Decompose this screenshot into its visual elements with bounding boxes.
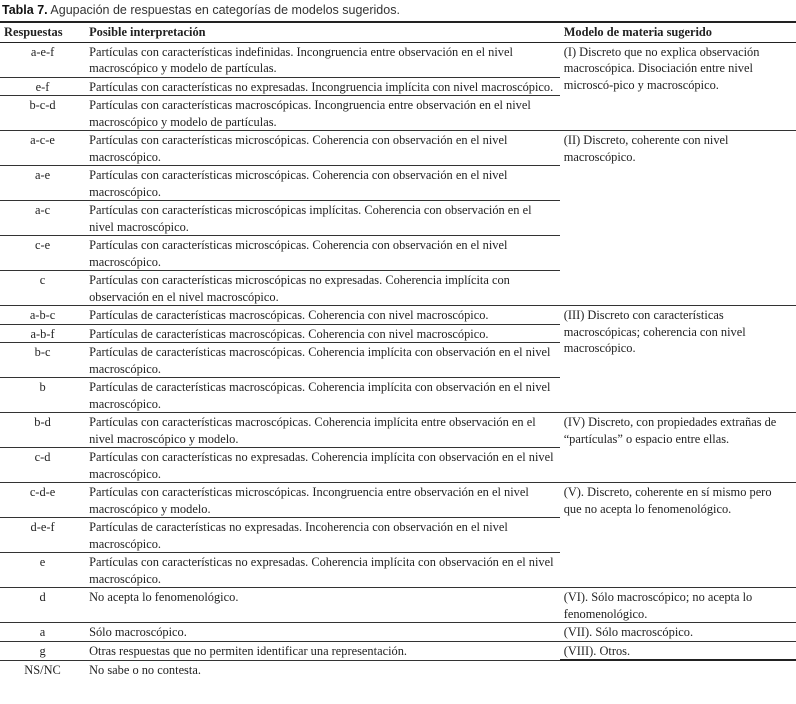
response-code: a-b-c [0,306,85,325]
response-code: c [0,271,85,306]
table-row [0,483,796,518]
interpretation: Partículas con características microscópicas. Coherencia con observación en el nivel macroscópico. [85,131,560,166]
interpretation: Otras respuestas que no permiten identificar una representación. [85,641,560,660]
response-code: b-d [0,413,85,448]
response-code: a-c-e [0,131,85,166]
table-caption [0,0,796,21]
header-respuestas: Respuestas [0,22,85,42]
response-code: e-f [0,77,85,96]
caption-text: Agupación de respuestas en categorías de modelos sugeridos. [47,3,400,17]
interpretation: Partículas con características microscópicas implícitas. Coherencia con observación en el nivel macroscópico. [85,201,560,236]
suggested-model: (VII). Sólo macroscópico. [560,623,796,642]
interpretation: Partículas con características no expresadas. Coherencia implícita con observación en el nivel macroscópico. [85,553,560,588]
table-row [0,131,796,166]
interpretation: No sabe o no contesta. [89,662,201,677]
table-row [0,413,796,448]
table-row [0,641,796,660]
interpretation: Partículas con características microscópicas. Incongruencia entre observación en el nivel macroscópico y modelo. [85,483,560,518]
response-code: g [0,641,85,660]
response-code: d [0,588,85,623]
table-row [0,623,796,642]
interpretation: Partículas con características macroscópicas. Incongruencia entre observación en el nivel macroscópico y modelo de partículas. [85,96,560,131]
interpretation: Partículas con características microscópicas. Coherencia con observación en el nivel macroscópico. [85,166,560,201]
suggested-model: (V). Discreto, coherente en sí mismo pero que no acepta lo fenomenológico. [560,483,796,588]
response-code: a-c [0,201,85,236]
response-code: c-d [0,448,85,483]
interpretation: Partículas con características microscópicas no expresadas. Coherencia implícita con observación en el nivel macroscópico. [85,271,560,306]
empty-cell [560,660,796,678]
suggested-model: (IV) Discreto, con propiedades extrañas de “partículas” o espacio entre ellas. [560,413,796,483]
interpretation: Sólo macroscópico. [85,623,560,642]
interpretation: Partículas de características no expresadas. Incoherencia con observación en el nivel macroscópico. [85,518,560,553]
interpretation: No acepta lo fenomenológico. [85,588,560,623]
response-code: a [0,623,85,642]
interpretation: Partículas con características microscópicas. Coherencia con observación en el nivel macroscópico. [85,236,560,271]
response-code: a-b-f [0,324,85,343]
interpretation: Partículas con características indefinidas. Incongruencia entre observación en el nivel macroscópico y modelo de partículas. [85,42,560,77]
header-modelo: Modelo de materia sugerido [560,22,796,42]
response-code: NS/NC [24,662,61,677]
response-code: c-d-e [0,483,85,518]
interpretation: Partículas con características macroscópicas. Coherencia implícita entre observación en el nivel macroscópico y modelo. [85,413,560,448]
interpretation: Partículas de características macroscópicas. Coherencia con nivel macroscópico. [85,324,560,343]
footer-row [0,660,796,678]
suggested-model: (III) Discreto con características macroscópicas; coherencia con nivel macroscópico. [560,306,796,413]
interpretation: Partículas de características macroscópicas. Coherencia implícita con observación en el nivel macroscópico. [85,378,560,413]
table-row [0,306,796,325]
table-row [0,588,796,623]
interpretation: Partículas con características no expresadas. Coherencia implícita con observación en el nivel macroscópico. [85,448,560,483]
interpretation: Partículas con características no expresadas. Incongruencia implícita con nivel macroscópico. [85,77,560,96]
suggested-model: (I) Discreto que no explica observación macroscópica. Disociación entre nivel microscó-pico y macroscópico. [560,42,796,131]
caption-label: Tabla 7. [2,3,48,17]
suggested-model: (VIII). Otros. [560,641,796,660]
response-code: b-c-d [0,96,85,131]
interpretation: Partículas de características macroscópicas. Coherencia con nivel macroscópico. [85,306,560,325]
suggested-model: (VI). Sólo macroscópico; no acepta lo fenomenológico. [560,588,796,623]
models-table [0,21,796,678]
response-code: b-c [0,343,85,378]
header-interpretacion: Posible interpretación [85,22,560,42]
table-row [0,42,796,77]
suggested-model: (II) Discreto, coherente con nivel macroscópico. [560,131,796,306]
response-code: c-e [0,236,85,271]
response-code: a-e-f [0,42,85,77]
interpretation: Partículas de características macroscópicas. Coherencia implícita con observación en el nivel macroscópico. [85,343,560,378]
response-code: e [0,553,85,588]
response-code: a-e [0,166,85,201]
response-code: d-e-f [0,518,85,553]
response-code: b [0,378,85,413]
